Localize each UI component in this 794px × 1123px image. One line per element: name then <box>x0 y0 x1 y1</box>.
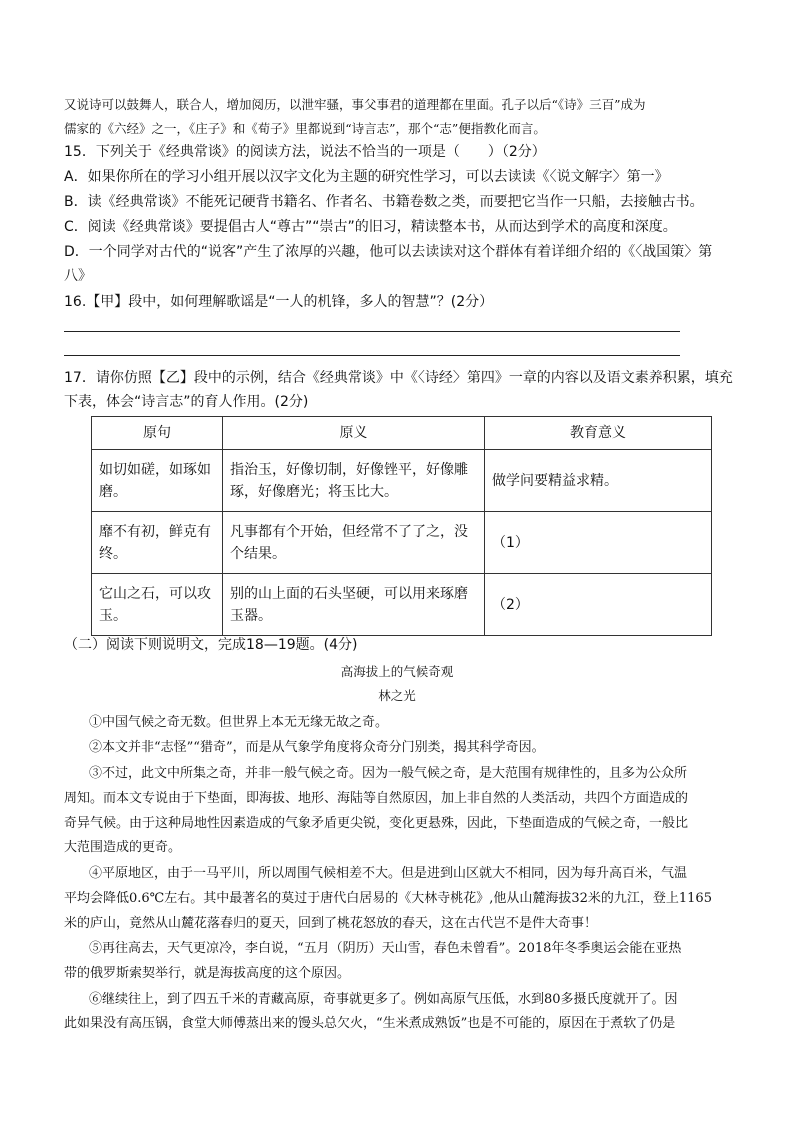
paragraph-2: ②本文并非“志怪”“猎奇”，而是从气象学角度将众奇分门别类，揭其科学奇因。 <box>89 740 545 755</box>
paragraph-4-line-3: 米的庐山，竟然从山麓花落春归的夏天，回到了桃花怒放的春天，这在古代岂不是件大奇事！ <box>64 916 598 931</box>
header-meaning: 原义 <box>223 417 485 450</box>
paragraph-3-line-2: 周知。而本文专说由于下垫面，即海拔、地形、海陆等自然原因，加上非自然的人类活动，共四个方面造成的 <box>64 791 689 806</box>
header-original: 原句 <box>92 417 223 450</box>
q15-stem: 15．下列关于《经典常谈》的阅读方法，说法不恰当的一项是（ ）（2分） <box>64 144 546 160</box>
paragraph-5-line-1: ⑤再往高去，天气更凉冷，李白说，“五月（阴历）天山雪，春色未曾看”。2018年冬季奥运会能在亚热 <box>89 941 682 956</box>
q15-option-c: C．阅读《经典常谈》要提倡古人“尊古”“崇古”的旧习，精读整本书，从而达到学术的高度和深度。 <box>64 219 677 235</box>
q15-option-b: B．读《经典常谈》不能死记硬背书籍名、作者名、书籍卷数之类，而要把它当作一只船，去接触古书。 <box>64 194 704 210</box>
cell-education: 做学问要精益求精。 <box>485 450 712 512</box>
cell-original: 靡不有初，鲜克有终。 <box>92 512 223 574</box>
section-2-heading: （二）阅读下则说明文，完成18—19题。(4分) <box>64 637 358 653</box>
cell-answer-blank[interactable]: （1） <box>485 512 712 574</box>
paragraph-1: ①中国气候之奇无数。但世界上本无无缘无故之奇。 <box>89 715 389 730</box>
paragraph-3-line-3: 奇异气候。由于这种局地性因素造成的气象矛盾更尖锐，变化更悬殊，因此，下垫面造成的气候之奇，一般比 <box>64 816 689 831</box>
table-row <box>92 450 712 512</box>
q16-stem: 16.【甲】段中，如何理解歌谣是“一人的机锋，多人的智慧”？(2分） <box>64 294 494 310</box>
table-row <box>92 512 712 574</box>
table-row <box>92 574 712 636</box>
table-header-row <box>92 417 712 450</box>
intro-line-2: 儒家的《六经》之一，《庄子》和《荀子》里都说到“诗言志”，那个“志”便指教化而言。 <box>64 121 546 136</box>
article-title: 高海拔上的气候奇观 <box>340 664 454 679</box>
answer-line-2[interactable] <box>64 355 680 356</box>
cell-answer-blank[interactable]: （2） <box>485 574 712 636</box>
q15-option-d-line-1: D．一个同学对古代的“说客”产生了浓厚的兴趣，他可以去读读对这个群体有着详细介绍的《〈战国策〉第 <box>64 244 713 260</box>
answer-line-1[interactable] <box>64 331 680 332</box>
paragraph-6-line-1: ⑥继续往上，到了四五千米的青藏高原，奇事就更多了。例如高原气压低，水到80多摄氏度就开了。因 <box>89 992 678 1007</box>
paragraph-4-line-1: ④平原地区，由于一马平川，所以周围气候相差不大。但是进到山区就大不相同，因为每升高百米，气温 <box>89 866 688 881</box>
paragraph-3-line-1: ③不过，此文中所集之奇，并非一般气候之奇。因为一般气候之奇，是大范围有规律性的，且多为公众所 <box>89 766 688 781</box>
q17-table <box>91 416 712 636</box>
intro-line-1: 又说诗可以鼓舞人，联合人，增加阅历，以泄牢骚，事父事君的道理都在里面。孔子以后“《诗》三百”成为 <box>64 97 646 112</box>
q15-option-d-line-2: 八》 <box>64 268 92 284</box>
q15-option-a: A．如果你所在的学习小组开展以汉字文化为主题的研究性学习，可以去读读《〈说文解字〉第一》 <box>64 169 669 185</box>
paragraph-3-line-4: 大范围造成的更奇。 <box>64 840 182 855</box>
cell-original: 它山之石，可以攻玉。 <box>92 574 223 636</box>
paragraph-6-line-2: 此如果没有高压锅，食堂大师傅蒸出来的馒头总欠火，“生米煮成熟饭”也是不可能的，原因在于煮软了仍是 <box>64 1016 676 1031</box>
q17-stem-line-1: 17．请你仿照【乙】段中的示例，结合《经典常谈》中《〈诗经〉第四》一章的内容以及语文素养积累，填充 <box>64 370 733 386</box>
paragraph-5-line-2: 带的俄罗斯索契举行，就是海拔高度的这个原因。 <box>64 966 351 981</box>
cell-original: 如切如磋，如琢如磨。 <box>92 450 223 512</box>
cell-meaning: 指治玉，好像切制，好像锉平，好像雕琢，好像磨光；将玉比大。 <box>223 450 485 512</box>
header-education: 教育意义 <box>485 417 712 450</box>
cell-meaning: 凡事都有个开始，但经常不了了之，没个结果。 <box>223 512 485 574</box>
article-author: 林之光 <box>378 688 416 703</box>
q17-stem-line-2: 下表，体会“诗言志”的育人作用。(2分) <box>64 394 309 410</box>
paragraph-4-line-2: 平均会降低0.6℃左右。其中最著名的莫过于唐代白居易的《大林寺桃花》,他从山麓海拔32米的九江，登上1165 <box>64 891 712 906</box>
cell-meaning: 别的山上面的石头坚硬，可以用来琢磨玉器。 <box>223 574 485 636</box>
